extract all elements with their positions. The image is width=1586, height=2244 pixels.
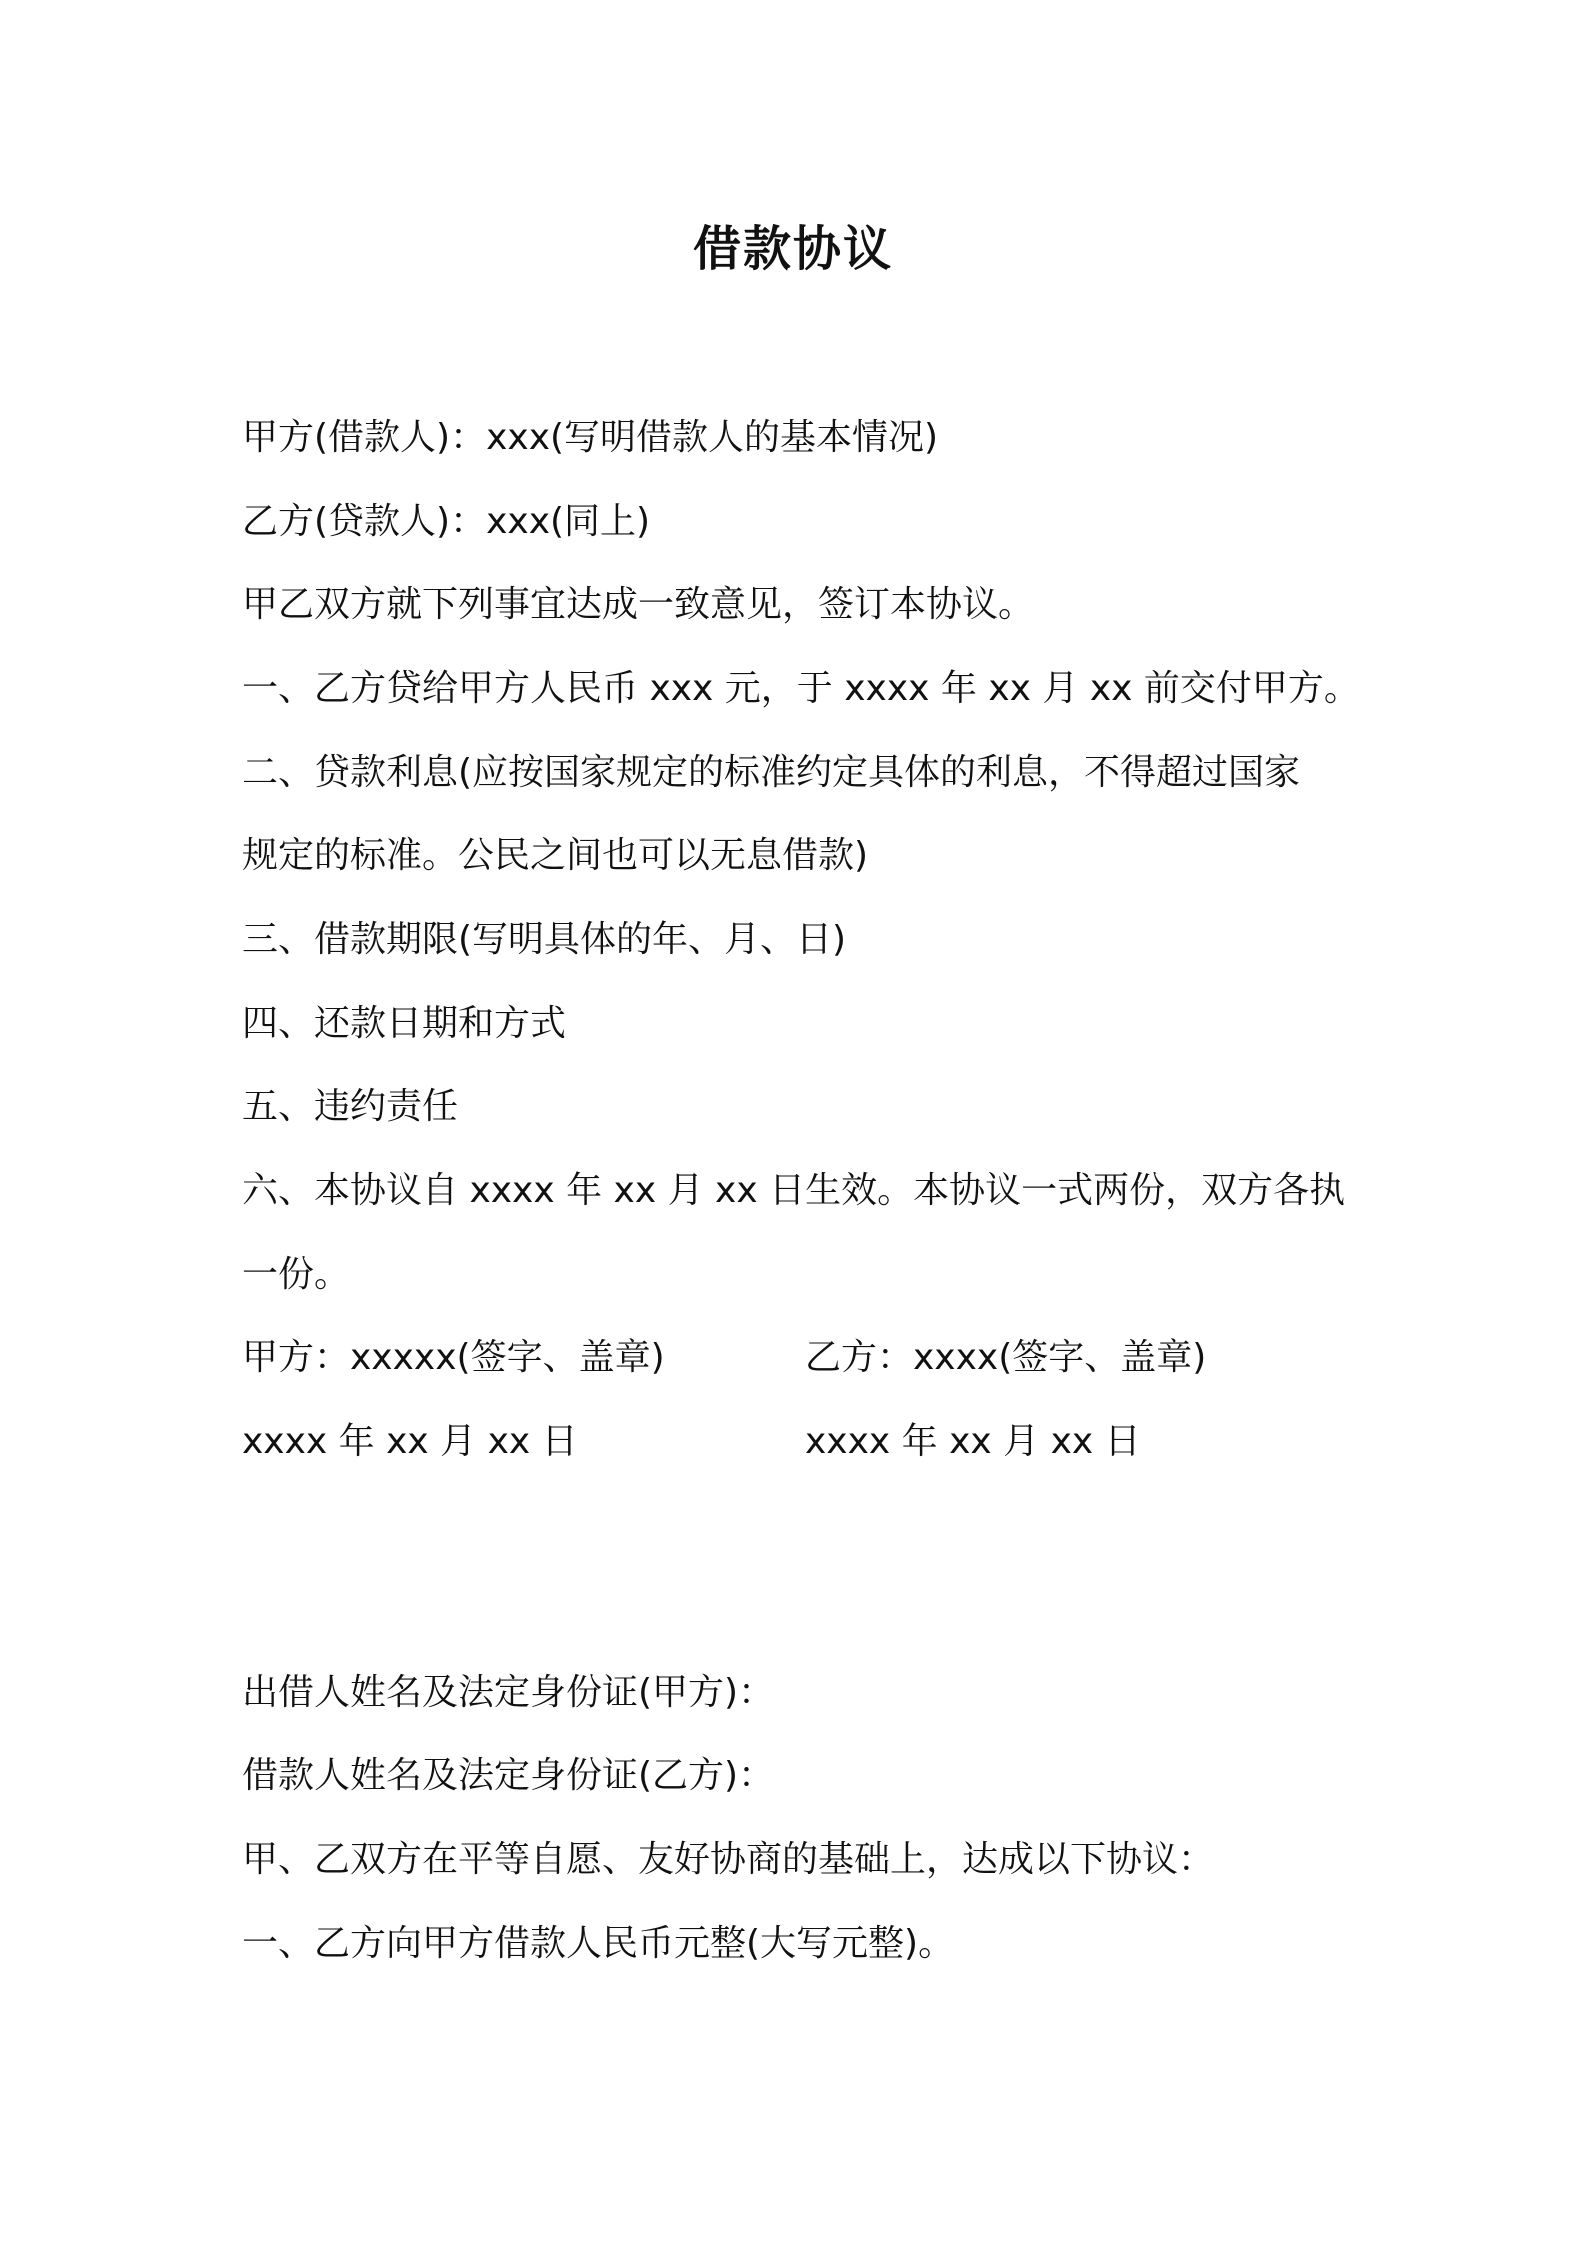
borrower-id-line: 借款人姓名及法定身份证(乙方)： [242, 1755, 775, 1796]
party-b-signature: 乙方：xxxx(签字、盖章) [805, 1337, 1207, 1378]
party-a-signature: 甲方：xxxxx(签字、盖章) [242, 1337, 665, 1378]
clause-6-line-1: 六、本协议自 xxxx 年 xx 月 xx 日生效。本协议一式两份，双方各执 [242, 1170, 1346, 1211]
agreement-intro: 甲乙双方就下列事宜达成一致意见，签订本协议。 [242, 584, 1035, 625]
clause-6-line-2: 一份。 [242, 1254, 351, 1295]
document-title: 借款协议 [692, 221, 893, 277]
party-a-date: xxxx 年 xx 月 xx 日 [242, 1421, 578, 1462]
clause-2-line-1: 二、贷款利息(应按国家规定的标准约定具体的利息，不得超过国家 [242, 752, 1301, 793]
party-b-date: xxxx 年 xx 月 xx 日 [805, 1421, 1141, 1462]
party-a-line: 甲方(借款人)：xxx(写明借款人的基本情况) [242, 417, 939, 458]
clause-4: 四、还款日期和方式 [242, 1003, 567, 1044]
clause-5: 五、违约责任 [242, 1086, 459, 1127]
clause-2-line-2: 规定的标准。公民之间也可以无息借款) [242, 835, 869, 876]
lender-id-line: 出借人姓名及法定身份证(甲方)： [242, 1672, 775, 1713]
party-b-line: 乙方(贷款人)：xxx(同上) [242, 501, 651, 542]
second-clause-1: 一、乙方向甲方借款人民币元整(大写元整)。 [242, 1923, 955, 1964]
clause-3: 三、借款期限(写明具体的年、月、日) [242, 919, 847, 960]
second-agreement-intro: 甲、乙双方在平等自愿、友好协商的基础上，达成以下协议： [242, 1839, 1215, 1880]
clause-1: 一、乙方贷给甲方人民币 xxx 元，于 xxxx 年 xx 月 xx 前交付甲方。 [242, 668, 1360, 709]
